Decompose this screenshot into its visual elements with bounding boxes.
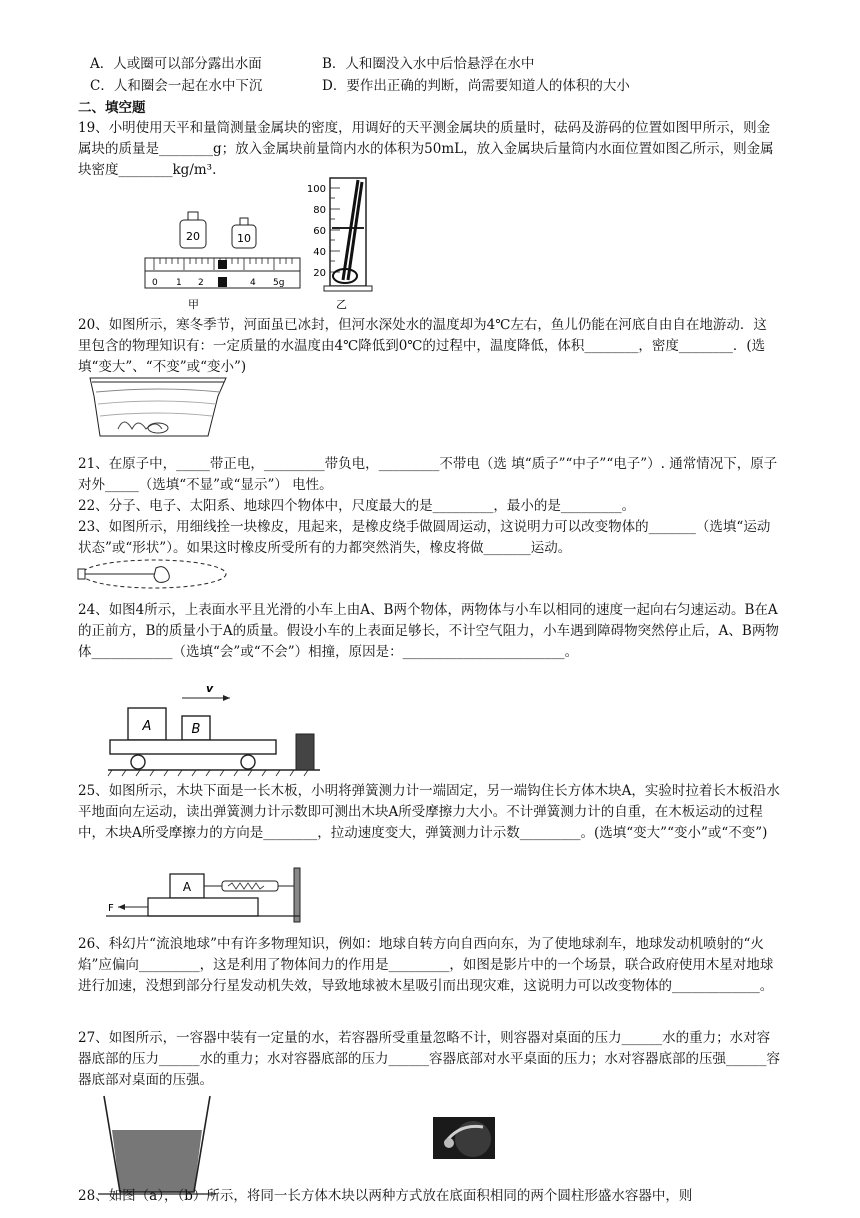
question-28 [78, 1186, 780, 1207]
question-number: 22、 [78, 498, 109, 514]
question-number: 25、 [78, 783, 109, 799]
question-text: 如图所示，用细线拴一块橡皮，甩起来，是橡皮绕手做圆周运动，这说明力可以改变物体的_______（选填“运动状态”或“形状”）。如果这时橡皮所受所有的力都突然消失，橡皮将做_______运动。 [78, 519, 771, 556]
water-container-figure [98, 1092, 216, 1198]
weight-10g [232, 218, 256, 248]
question-25 [78, 781, 780, 844]
question-number: 24、 [78, 602, 109, 618]
option-a: A．人或圈可以部分露出水面 [90, 56, 262, 72]
section-title: 二、填空题 [78, 100, 146, 116]
option-b: B．人和圈没入水中后恰悬浮在水中 [322, 56, 535, 72]
question-text: 在原子中，_____带正电，_________带负电，_________不带电（选 填“质子”“中子”“电子”）. 通常情况下，原子对外_____（选填“不显”或“显示”） 电性。 [78, 456, 778, 493]
graduated-cylinder [307, 178, 372, 291]
weight-10-label: 10 [237, 232, 251, 245]
question-text: 如图4所示，上表面水平且光滑的小车上由A、B两个物体，两物体与小车以相同的速度一起向右匀速运动。B在A的正前方，B的质量小于A的质量。假设小车的上表面足够长，不计空气阻力，小车遇到障碍物突然停止后，A、B两物体____________（选填“会”或“不会”）相撞，原因是：________________________。 [78, 602, 779, 660]
label-jia: 甲 [188, 298, 199, 310]
question-26 [78, 934, 780, 997]
question-text: 如图所示，寒冬季节，河面虽已冰封，但河水深处水的温度却为4℃左右，鱼儿仍能在河底自由自在地游动．这里包含的物理知识有：一定质量的水温度由4℃降低到0℃的过程中，温度降低，体积________，密度________．(选填“变大”、“不变”或“变小”) [78, 317, 767, 375]
question-number: 21、 [78, 456, 109, 472]
label-a: A [182, 880, 192, 894]
question-number: 20、 [78, 317, 109, 333]
question-27 [78, 1028, 780, 1091]
question-number: 28、 [78, 1188, 109, 1204]
question-24 [78, 600, 780, 663]
question-22 [78, 496, 780, 517]
question-20 [78, 315, 780, 378]
question-text: 科幻片“流浪地球”中有许多物理知识，例如：地球自转方向自西向东，为了使地球刹车，地球发动机喷射的“火焰”应偏向_________，这是利用了物体间力的作用是_________，如图是影片中的一个场景，联合政府使用木星对地球进行加速，没想到部分行星发动机失效，导致地球被木星吸引而出现灾难，这说明力可以改变物体的_____________。 [78, 936, 774, 994]
weight-20g [180, 212, 206, 248]
label-yi: 乙 [336, 298, 347, 310]
question-text: 小明使用天平和量筒测量金属块的密度，用调好的天平测金属块的质量时，砝码及游码的位置如图甲所示，则金属块的质量是________g；放入金属块前量筒内水的体积为50mL，放入金属块后量筒内水面位置如图乙所示，则金属块密度________kg/m³. [78, 120, 774, 178]
cart-body [110, 740, 276, 754]
label-b: B [191, 722, 201, 737]
tick-100: 100 [306, 184, 326, 195]
tick-60: 60 [313, 226, 326, 237]
eraser-circular-motion-figure [76, 558, 230, 590]
label-a: A [142, 719, 152, 734]
rider-marker [218, 260, 227, 269]
option-c: C．人和圈会一起在水中下沉 [90, 78, 263, 94]
scale-label-4: 4 [250, 278, 256, 288]
label-f: F [108, 903, 114, 914]
eraser [78, 569, 85, 579]
cart-figure [106, 682, 324, 780]
scale-label-1: 1 [176, 278, 182, 288]
hand [154, 567, 169, 583]
long-board [148, 898, 258, 916]
question-23 [78, 517, 780, 559]
question-21 [78, 454, 780, 496]
option-d: D．要作出正确的判断，尚需要知道人的体积的大小 [322, 78, 630, 94]
tick-80: 80 [313, 205, 326, 216]
question-19 [78, 118, 780, 181]
question-number: 26、 [78, 936, 109, 952]
frozen-river-figure [88, 374, 228, 448]
question-text: 分子、电子、太阳系、地球四个物体中，尺度最大的是_________，最小的是_________。 [108, 498, 636, 514]
question-number: 19、 [78, 120, 109, 136]
question-text: 如图所示，木块下面是一长木板，小明将弹簧测力计一端固定，另一端钩住长方体木块A，实验时拉着长木板沿水平地面向左运动，读出弹簧测力计示数即可测出木块A所受摩擦力大小。不计弹簧测力计的自重，在木板运动的过程中，木块A所受摩擦力的方向是________，拉动速度变大，弹簧测力计示数_________。(选填“变大”“变小”或“不变”) [78, 783, 780, 841]
tick-40: 40 [313, 247, 326, 258]
friction-measurement-figure [104, 866, 304, 928]
scale-label-5g: 5g [273, 278, 285, 288]
question-text: 如图（a），（b）所示，将同一长方体木块以两种方式放在底面积相同的两个圆柱形盛水容器中，则 [108, 1188, 693, 1204]
scale-label-2: 2 [198, 278, 204, 288]
scale-label-0: 0 [152, 278, 158, 288]
water [112, 1130, 202, 1192]
question-number: 23、 [78, 519, 109, 535]
question-text: 如图所示，一容器中装有一定量的水，若容器所受重量忽略不计，则容器对桌面的压力______水的重力；水对容器底部的压力______水的重力；水对容器底部的压力______容器底部对水平桌面的压力；水对容器底部的压强______容器底部对桌面的压强。 [78, 1030, 780, 1088]
weight-20-label: 20 [186, 230, 200, 243]
obstacle [296, 734, 314, 770]
tick-20: 20 [313, 268, 326, 279]
label-v: v [206, 682, 214, 695]
beam-scale [145, 258, 300, 288]
movie-scene-image [433, 1117, 495, 1159]
question-number: 27、 [78, 1030, 109, 1046]
balance-and-cylinder-figure [140, 176, 380, 310]
